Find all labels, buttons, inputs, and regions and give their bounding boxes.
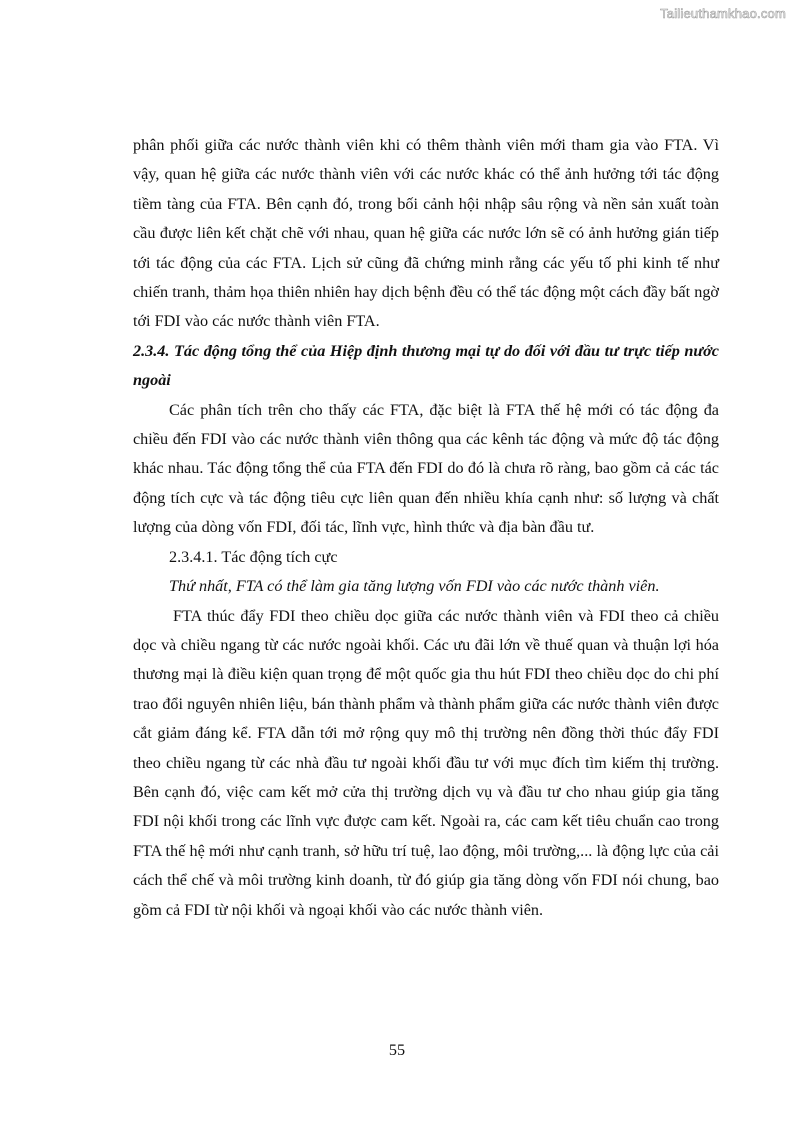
watermark-text: Tailieuthamkhao.com [660, 6, 786, 21]
italic-point-first: Thứ nhất, FTA có thể làm gia tăng lượng vốn FDI vào các nước thành viên. [169, 577, 660, 596]
document-body [133, 131, 719, 925]
subsection-heading-2-3-4-1: 2.3.4.1. Tác động tích cực [169, 547, 338, 566]
paragraph-analysis: Các phân tích trên cho thấy các FTA, đặc biệt là FTA thế hệ mới có tác động đa chiều đến FDI vào các nước thành viên thông qua các kênh tác động và mức độ tác động khác nhau. Tác động tổng thể của FTA đến FDI do đó là chưa rõ ràng, bao gồm cả các tác động tích cực và tác động tiêu cực liên quan đến nhiều khía cạnh như: số lượng và chất lượng của dòng vốn FDI, đối tác, lĩnh vực, hình thức và địa bàn đầu tư. [133, 400, 719, 537]
section-heading-2-3-4: 2.3.4. Tác động tổng thể của Hiệp định thương mại tự do đối với đầu tư trực tiếp nước ngoài [133, 341, 719, 390]
paragraph-intro: phân phối giữa các nước thành viên khi có thêm thành viên mới tham gia vào FTA. Vì vậy, quan hệ giữa các nước thành viên với các nước khác có thể ảnh hưởng tới tác động tiềm tàng của FTA. Bên cạnh đó, trong bối cảnh hội nhập sâu rộng và nền sản xuất toàn cầu được liên kết chặt chẽ với nhau, quan hệ giữa các nước lớn sẽ có ảnh hưởng gián tiếp tới tác động của các FTA. Lịch sử cũng đã chứng minh rằng các yếu tố phi kinh tế như chiến tranh, thảm họa thiên nhiên hay dịch bệnh đều có thể tác động một cách đầy bất ngờ tới FDI vào các nước thành viên FTA. [133, 136, 719, 331]
page-number: 55 [388, 1041, 406, 1059]
paragraph-fta: FTA thúc đẩy FDI theo chiều dọc giữa các nước thành viên và FDI theo cả chiều dọc và chiều ngang từ các nước ngoài khối. Các ưu đãi lớn về thuế quan và thuận lợi hóa thương mại là điều kiện quan trọng để một quốc gia thu hút FDI theo chiều dọc do chi phí trao đổi nguyên nhiên liệu, bán thành phẩm và thành phẩm giữa các nước thành viên được cắt giảm đáng kể. FTA dẫn tới mở rộng quy mô thị trường nên đồng thời thúc đẩy FDI theo chiều ngang từ các nhà đầu tư ngoài khối đầu tư với mục đích tìm kiếm thị trường. Bên cạnh đó, việc cam kết mở cửa thị trường dịch vụ và đầu tư cho nhau giúp gia tăng FDI nội khối trong các lĩnh vực được cam kết. Ngoài ra, các cam kết tiêu chuẩn cao trong FTA thế hệ mới như cạnh tranh, sở hữu trí tuệ, lao động, môi trường,... là động lực của cải cách thể chế và môi trường kinh doanh, từ đó giúp gia tăng dòng vốn FDI nói chung, bao gồm cả FDI từ nội khối và ngoại khối vào các nước thành viên. [133, 606, 719, 919]
